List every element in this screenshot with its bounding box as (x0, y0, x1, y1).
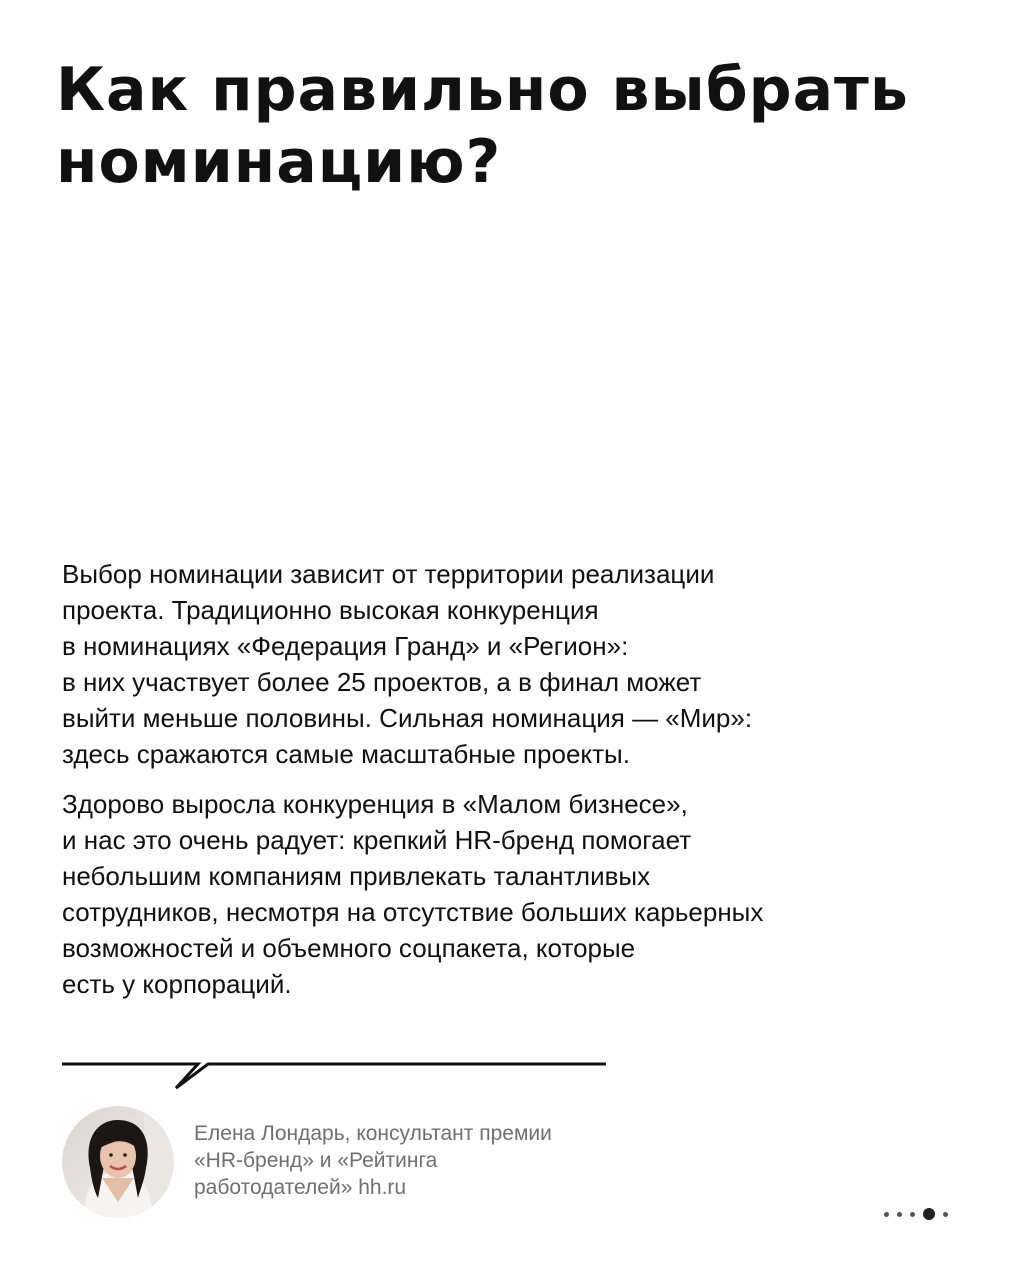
title-line-2: номинацию? (56, 127, 502, 197)
paragraph-line: сотрудников, несмотря на отсутствие больших карьерных (62, 897, 764, 927)
paragraph-line: здесь сражаются самые масштабные проекты. (62, 739, 630, 769)
title-line-1: Как правильно выбрать (56, 55, 909, 125)
quote-text (62, 556, 882, 1002)
portrait-photo-icon (62, 1106, 174, 1218)
pagination-dot[interactable] (910, 1212, 915, 1217)
paragraph-line: в номинациях «Федерация Гранд» и «Регион»: (62, 631, 629, 661)
paragraph-line: Здорово выросла конкуренция в «Малом бизнесе», (62, 789, 688, 819)
paragraph-line: возможностей и объемного соцпакета, которые (62, 933, 636, 963)
paragraph-line: проекта. Традиционно высокая конкуренция (62, 595, 599, 625)
quote-paragraph-1 (62, 556, 882, 772)
author-caption-line: работодателей» hh.ru (194, 1176, 407, 1199)
paragraph-line: в них участвует более 25 проектов, а в финал может (62, 667, 702, 697)
page-title (56, 54, 956, 198)
pagination-dot-active[interactable] (923, 1208, 935, 1220)
paragraph-line: выйти меньше половины. Сильная номинация — «Мир»: (62, 703, 753, 733)
paragraph-line: Выбор номинации зависит от территории реализации (62, 559, 715, 589)
pagination-dots (884, 1207, 948, 1221)
author-caption-line: Елена Лондарь, консультант премии (194, 1122, 552, 1145)
paragraph-line: небольшим компаниям привлекать талантливых (62, 861, 651, 891)
speech-bubble-pointer-icon (62, 1055, 608, 1091)
pagination-dot[interactable] (884, 1212, 889, 1217)
pagination-dot[interactable] (943, 1212, 948, 1217)
pagination-dot[interactable] (897, 1212, 902, 1217)
quote-paragraph-2 (62, 786, 882, 1002)
author-avatar (62, 1106, 174, 1218)
author-caption-line: «HR-бренд» и «Рейтинга (194, 1149, 438, 1172)
author-caption (194, 1120, 552, 1201)
paragraph-line: и нас это очень радует: крепкий HR-бренд помогает (62, 825, 692, 855)
author-block (62, 1106, 662, 1218)
paragraph-line: есть у корпораций. (62, 969, 292, 999)
